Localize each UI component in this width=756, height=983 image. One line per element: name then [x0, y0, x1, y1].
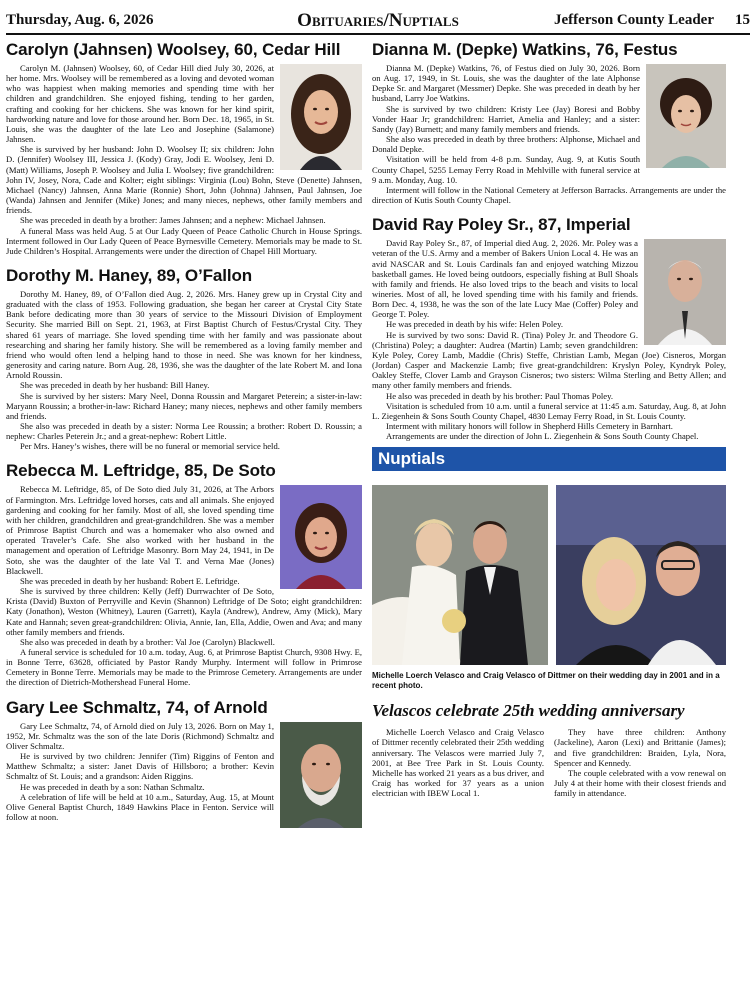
- obituary-woolsey: [6, 40, 362, 256]
- obituary-paragraph: She was preceded in death by a brother: James Jahnsen; and a nephew: Michael Jahnsen.: [20, 215, 326, 226]
- portrait-photo: [644, 239, 726, 345]
- portrait-photo: [646, 64, 726, 168]
- portrait-photo: [280, 722, 362, 828]
- right-column: [372, 40, 726, 978]
- obituary-paragraph: She is survived by three children: Kelly (Jeff) Durrwachter of De Soto, Krista (David) Buxton of Perryville and Kevin (Shannon) Leftridge of De Soto; eight grandchildren: Katy (Jonathon), Weston (Whitney), Lauren (Garrett), Kayla (Andrew), Andrew, Amy (Mick), Mary Kate and Hannah; seven great-grandchildren: Olivia, Annie, Ian, Ella, Addie, Owen and Ava; and many other family members and friends.: [6, 586, 362, 637]
- left-column: [6, 40, 362, 978]
- nuptials-paragraph: The couple celebrated with a vow renewal on July 4 at their home with their closest friends and family in attendance.: [554, 767, 726, 799]
- obituary-paragraph: A celebration of life will be held at 10 a.m., Saturday, Aug. 15, at Mount Olive General Baptist Church, 1849 Hawkins Place in Fenton. Service will follow at noon.: [6, 791, 274, 822]
- obituary-paragraph: He also was preceded in death by his brother: Paul Thomas Poley.: [386, 390, 613, 401]
- obituary-paragraph: A funeral service is scheduled for 10 a.m. today, Aug. 6, at Primrose Baptist Church, 9308 Hwy. E, in Bonne Terre, 63628, officiated by Pastor Randy Murphy. Interment will follow in Primrose Cemetery in Bonne Terre. Memorials may be made to the Primrose Cemetery. Arrangements are under the direction of Dietrich-Mothershead Funeral Home.: [6, 646, 362, 688]
- obituary-paragraph: A funeral Mass was held Aug. 5 at Our Lady Queen of Peace Catholic Church in House Springs. Interment followed in Our Lady Queen of Peace Byrnesville Cemetery. Memorials may be made to St. Jude Children’s Hospital. Arrangements were under the direction of Chapel Hill Mortuary.: [6, 225, 362, 256]
- obituary-paragraph: She is survived by her husband: John D. Woolsey II; six children: John D. (Jennifer) Woolsey III, Jessica J. (Kody) Gray, Jodi E. Woolsey, Jeni D. (Matt) Williams, Joseph P. Woolsey and Julia I. Woolsey; five grandchildren: John IV, Josey, Nora, Cade and Kolter; eight siblings: Virginia (Lou) Bohn, Steve (Denette) Jahnsen, Michael (Nancy) Jahnsen, Anna Marie (Ronnie) Short, John (Johnna) Jahnsen, Paul Jahnsen, Joe (Wanda) Jahnsen and Jennifer (Mike) Jones; and many nieces, nephews, other family members and friends.: [6, 144, 362, 216]
- portrait-photo: [280, 64, 362, 170]
- wedding-photos: [372, 485, 726, 665]
- obituary-paragraph: He was preceded in death by his wife: Helen Poley.: [386, 319, 563, 330]
- photo-caption: Michelle Loerch Velasco and Craig Velasco of Dittmer on their wedding day in 2001 and in a recent photo.: [372, 671, 720, 691]
- obituary-paragraph: Dianna M. (Depke) Watkins, 76, of Festus died on July 30, 2026. Born on Aug. 17, 1949, in St. Louis, she was the daughter of the late Alphonse Depke Sr. and Margaret (Messmer) Depke. She was preceded in death by her husband, Larry Joe Watkins.: [372, 63, 640, 104]
- obituary-paragraph: Per Mrs. Haney’s wishes, there will be no funeral or memorial service held.: [20, 441, 280, 452]
- page-number: 15: [735, 12, 750, 28]
- obituary-paragraph: She also was preceded in death by three brothers: Alphonse, Michael and Donald Depke.: [372, 134, 640, 155]
- obituary-title: David Ray Poley Sr., 87, Imperial: [372, 215, 631, 235]
- obituary-title: Rebecca M. Leftridge, 85, De Soto: [6, 461, 276, 481]
- nuptials-banner: Nuptials: [372, 447, 726, 471]
- obituary-watkins: [372, 40, 726, 205]
- obituary-paragraph: Rebecca M. Leftridge, 85, of De Soto died July 31, 2026, at The Arbors of Farmington. Mrs. Leftridge loved horses, cats and all animals. She enjoyed gardening and cooking for her family. Most of all, she loved spending time with her children, grandchildren and great-grandchildren. She was a member of Primrose Baptist Church and was a homemaker who also owned and operated Traveler’s Cafe. She also worked with her husband in the management and operation of Leftridge Masonry. Born May 24, 1941, in De Soto, she was the daughter of the late Val T. and Verna Mae (Jones) Blackwell.: [6, 484, 274, 576]
- obituary-title: Dorothy M. Haney, 89, O’Fallon: [6, 265, 253, 285]
- issue-date: Thursday, Aug. 6, 2026: [6, 12, 154, 28]
- obituary-paragraph: She is survived by two children: Kristy Lee (Jay) Boresi and Bobby Vonder Haar Jr; grandchildren: Harriet, Amelia and Hanley; and a sister: Sandy (Jay) Burnett; and many family members and friends.: [372, 103, 640, 134]
- header-rule: [6, 33, 750, 35]
- page-header: [6, 10, 750, 32]
- obituary-paragraph: She was preceded in death by her husband: Robert E. Leftridge.: [20, 575, 240, 586]
- nuptials-paragraph: Michelle Loerch Velasco and Craig Velasco of Dittmer recently celebrated their 25th wedding anniversary. The Velascos were married July 7, 2001, at Bee Tree Park in St. Louis County. Michelle has worked 21 years as a bus driver, and Craig has worked for 37 years as a union electrician with IBEW Local 1.: [372, 727, 544, 799]
- nuptials-headline: Velascos celebrate 25th wedding anniversary: [372, 701, 685, 721]
- obituary-paragraph: Arrangements are under the direction of John L. Ziegenhein & Sons South County Chapel.: [386, 431, 699, 442]
- obituary-paragraph: Visitation will be held from 4-8 p.m. Sunday, Aug. 9, at Kutis South County Chapel, 5255 Lemay Ferry Road in Mehlville with funeral service at 9 a.m. Monday, Aug. 10.: [372, 154, 640, 185]
- recent-photo: [556, 485, 726, 665]
- obituary-paragraph: David Ray Poley Sr., 87, of Imperial died Aug. 2, 2026. Mr. Poley was a veteran of the U.S. Army and a member of Bakers Union Local 4. He was an avid NASCAR and St. Louis Cardinals fan and enjoyed watching Mizzou basketball games. He loved being outdoors, especially fishing at Bull Shoals with family and friends. He also loved trips to the beach and visits to local wineries. Most of all, he loved spending time with his family and friends. Born Dec. 4, 1938, he was the son of the late Lucy Mae (Coffer) Poley and George T. Poley.: [372, 238, 638, 320]
- obituary-paragraph: Interment with military honors will follow in Shepherd Hills Cemetery in Barnhart.: [386, 421, 673, 431]
- obituary-paragraph: Interment will follow in the National Cemetery at Jefferson Barracks. Arrangements are under the direction of Kutis South County Chapel.: [372, 184, 726, 206]
- obituary-paragraph: Gary Lee Schmaltz, 74, of Arnold died on July 13, 2026. Born on May 1, 1952, Mr. Schmaltz was the son of the late Doris (Richmond) Schmaltz and Oliver Schmaltz.: [6, 720, 274, 751]
- obituary-haney: [6, 266, 362, 452]
- obituary-paragraph: He was preceded in death by a son: Nathan Schmaltz.: [20, 781, 205, 792]
- obituary-paragraph: She also was preceded in death by a brother: Val Joe (Carolyn) Blackwell.: [20, 636, 275, 647]
- wedding-day-photo: [372, 485, 548, 665]
- obituary-paragraph: She was preceded in death by her husband: Bill Haney.: [20, 380, 210, 391]
- portrait-photo: [280, 485, 362, 589]
- nuptials-body: [372, 727, 726, 798]
- obituary-paragraph: He is survived by two sons: David R. (Tina) Poley Jr. and Theodore G. (Christina) Poley; a daughter: Audrea (Martin) Lamb; seven grandchildren: Kyle Poley, Corey Lamb, Maddie (Chris) Steffe, Christian Lamb, Megan (Joe) Cisneros, Morgan (Jordan) Casper and Mackenzie Lamb; five great-grandchildren: Kryslyn Poley, Kyndryk Poley, Oakley Steffe, Clover Lamb and Grayson Cisneros; two sisters: Wilma Sterling and Betty Allen; and many other family members and friends.: [372, 329, 726, 391]
- obituary-paragraph: He is survived by two children: Jennifer (Tim) Riggins of Fenton and Matthew Schmaltz; a sister: Janet Davis of Hillsboro; a brother: Kevin Schmaltz of St. Louis; and a grandson: Aiden Riggins.: [6, 751, 274, 782]
- obituary-paragraph: She also was preceded in death by a sister: Norma Lee Roussin; a brother: Robert D. Roussin; a nephew: Charles Peterein Jr.; and a great-nephew: Robert Little.: [6, 421, 362, 442]
- obituary-title: Carolyn (Jahnsen) Woolsey, 60, Cedar Hill: [6, 40, 341, 59]
- obituary-paragraph: She is survived by her sisters: Mary Neel, Donna Roussin and Margaret Peterein; a sister-in-law: Maryann Roussin; a brother-in-law: Richard Haney; many nieces, nephews and other family members and friends.: [6, 390, 362, 421]
- section-title: Obituaries/Nuptials: [297, 10, 459, 31]
- obituary-poley: [372, 215, 726, 441]
- newspaper-name: Jefferson County Leader: [554, 12, 714, 28]
- obituary-leftridge: [6, 461, 362, 687]
- obituary-paragraph: Dorothy M. Haney, 89, of O’Fallon died Aug. 2, 2026. Mrs. Haney grew up in Crystal City and graduated with the class of 1953. Following graduation, she began her career at Crystal City State Bank before dedicating more than 30 years of service to the Missouri Division of Employment Security. She married Bill on Sept. 21, 1963, at First Baptist Church of Festus/Crystal City. They shared 61 years of marriage. She loved spending time with her family and was passionate about researching and sharing her family history. She will be remembered as a loving family member and friend who would often lend a helping hand to those in need. She was known for her kindness, generosity and caring nature. Born Aug. 28, 1936, she was the daughter of the late Robert M. and Iona Arnold Roussin.: [6, 288, 362, 381]
- obituary-schmaltz: [6, 698, 362, 823]
- obituary-paragraph: Visitation is scheduled from 10 a.m. until a funeral service at 11:45 a.m. Saturday, Aug. 8, at John L. Ziegenhein & Sons South County Chapel, 4830 Lemay Ferry Road, in St. Louis County.: [372, 400, 726, 421]
- obituary-title: Gary Lee Schmaltz, 74, of Arnold: [6, 697, 268, 717]
- nuptials-paragraph: They have three children: Anthony (Jackeline), Aaron (Lexi) and Brittanie (James); and five grandchildren: Braiden, Lyla, Nora, Spencer and Kennedy.: [554, 727, 726, 768]
- obituary-title: Dianna M. (Depke) Watkins, 76, Festus: [372, 40, 678, 59]
- obituary-paragraph: Carolyn M. (Jahnsen) Woolsey, 60, of Cedar Hill died July 30, 2026, at her home. Mrs. Woolsey will be remembered as a loving and devoted woman who was happiest when making memories and spending time with her children and grandchildren. She enjoyed fishing, tending to her garden, crafting and cooking for her chickens. She was known for her kind spirit, hardworking nature and love for those around her. Born Dec. 18, 1965, in St. Louis, she was the daughter of the late Leo and Josephine (Salamone) Jahnsen.: [6, 63, 274, 145]
